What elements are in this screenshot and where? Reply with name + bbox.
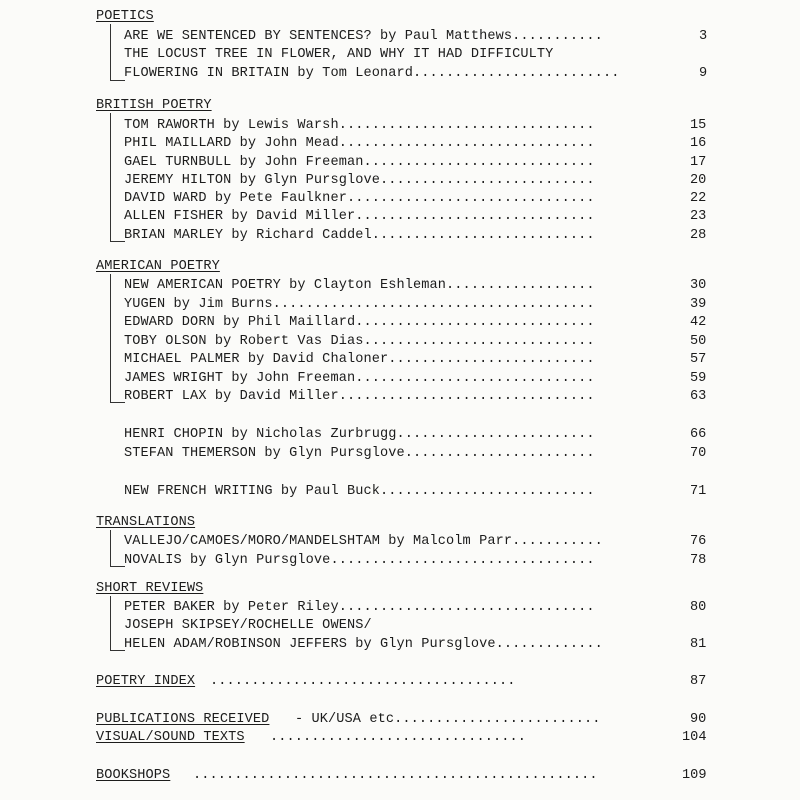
section-bracket bbox=[110, 113, 125, 242]
toc-page-number: 78 bbox=[690, 553, 707, 568]
section-heading-american-poetry: AMERICAN POETRY bbox=[96, 259, 220, 274]
toc-entry: JAMES WRIGHT by John Freeman............................. bbox=[124, 371, 595, 386]
section-heading-poetry-index: POETRY INDEX bbox=[96, 674, 196, 689]
toc-entry-suffix: - UK/USA etc......................... bbox=[295, 712, 601, 727]
toc-page-number: 50 bbox=[690, 334, 707, 349]
toc-page-number: 15 bbox=[690, 118, 707, 133]
toc-page-number: 30 bbox=[690, 278, 707, 293]
toc-page-number: 39 bbox=[690, 297, 707, 312]
toc-entry: ARE WE SENTENCED BY SENTENCES? by Paul Matthews........... bbox=[124, 29, 603, 44]
toc-entry: NEW FRENCH WRITING by Paul Buck.......................... bbox=[124, 484, 595, 499]
section-bracket bbox=[110, 24, 125, 81]
section-heading-translations: TRANSLATIONS bbox=[96, 515, 196, 530]
section-heading-short-reviews: SHORT REVIEWS bbox=[96, 581, 204, 596]
toc-entry: JOSEPH SKIPSEY/ROCHELLE OWENS/ bbox=[124, 618, 372, 633]
toc-page-number: 80 bbox=[690, 600, 707, 615]
toc-entry: VALLEJO/CAMOES/MORO/MANDELSHTAM by Malcolm Parr........... bbox=[124, 534, 603, 549]
toc-entry: HELEN ADAM/ROBINSON JEFFERS by Glyn Pursglove............. bbox=[124, 637, 603, 652]
toc-entry: YUGEN by Jim Burns....................................... bbox=[124, 297, 595, 312]
toc-leader-dots: ................................................. bbox=[193, 768, 598, 783]
toc-entry: JEREMY HILTON by Glyn Pursglove.......................... bbox=[124, 173, 595, 188]
toc-page-number: 71 bbox=[690, 484, 707, 499]
toc-page-number: 16 bbox=[690, 136, 707, 151]
toc-page-number: 42 bbox=[690, 315, 707, 330]
toc-entry: MICHAEL PALMER by David Chaloner......................... bbox=[124, 352, 595, 367]
toc-page-number: 57 bbox=[690, 352, 707, 367]
toc-page-number: 66 bbox=[690, 427, 707, 442]
toc-page-number: 70 bbox=[690, 446, 707, 461]
toc-page-number: 17 bbox=[690, 155, 707, 170]
section-heading-visual-sound-texts: VISUAL/SOUND TEXTS bbox=[96, 730, 245, 745]
section-bracket bbox=[110, 274, 125, 403]
toc-page-number: 87 bbox=[690, 674, 707, 689]
toc-entry: NOVALIS by Glyn Pursglove................................ bbox=[124, 553, 595, 568]
toc-leader-dots: ..................................... bbox=[210, 674, 516, 689]
section-bracket bbox=[110, 596, 125, 651]
toc-page-number: 9 bbox=[699, 66, 708, 81]
toc-page-number: 81 bbox=[690, 637, 707, 652]
toc-entry: BRIAN MARLEY by Richard Caddel........................... bbox=[124, 228, 595, 243]
toc-page-number: 59 bbox=[690, 371, 707, 386]
toc-entry: TOBY OLSON by Robert Vas Dias............................ bbox=[124, 334, 595, 349]
toc-entry: GAEL TURNBULL by John Freeman............................ bbox=[124, 155, 595, 170]
toc-entry: TOM RAWORTH by Lewis Warsh............................... bbox=[124, 118, 595, 133]
toc-entry: STEFAN THEMERSON by Glyn Pursglove....................... bbox=[124, 446, 595, 461]
toc-page-number: 23 bbox=[690, 209, 707, 224]
toc-page-number: 20 bbox=[690, 173, 707, 188]
toc-entry: EDWARD DORN by Phil Maillard............................. bbox=[124, 315, 595, 330]
section-heading-bookshops: BOOKSHOPS bbox=[96, 768, 171, 783]
section-heading-publications-received: PUBLICATIONS RECEIVED bbox=[96, 712, 270, 727]
toc-page-number: 22 bbox=[690, 191, 707, 206]
toc-entry: THE LOCUST TREE IN FLOWER, AND WHY IT HAD DIFFICULTY bbox=[124, 47, 554, 62]
toc-entry: PETER BAKER by Peter Riley............................... bbox=[124, 600, 595, 615]
toc-entry: FLOWERING IN BRITAIN by Tom Leonard......................... bbox=[124, 66, 620, 81]
section-bracket bbox=[110, 530, 125, 567]
toc-leader-dots: ............................... bbox=[270, 730, 526, 745]
toc-page-number: 28 bbox=[690, 228, 707, 243]
toc-entry: ALLEN FISHER by David Miller............................. bbox=[124, 209, 595, 224]
toc-page-number: 109 bbox=[682, 768, 707, 783]
toc-page-number: 63 bbox=[690, 389, 707, 404]
section-heading-poetics: POETICS bbox=[96, 9, 154, 24]
toc-page-number: 104 bbox=[682, 730, 707, 745]
toc-entry: NEW AMERICAN POETRY by Clayton Eshleman.................. bbox=[124, 278, 595, 293]
section-heading-british-poetry: BRITISH POETRY bbox=[96, 98, 212, 113]
toc-page-number: 3 bbox=[699, 29, 708, 44]
toc-entry: ROBERT LAX by David Miller............................... bbox=[124, 389, 595, 404]
toc-entry: DAVID WARD by Pete Faulkner.............................. bbox=[124, 191, 595, 206]
toc-page-number: 90 bbox=[690, 712, 707, 727]
toc-entry: PHIL MAILLARD by John Mead............................... bbox=[124, 136, 595, 151]
toc-entry: HENRI CHOPIN by Nicholas Zurbrugg........................ bbox=[124, 427, 595, 442]
toc-page-number: 76 bbox=[690, 534, 707, 549]
